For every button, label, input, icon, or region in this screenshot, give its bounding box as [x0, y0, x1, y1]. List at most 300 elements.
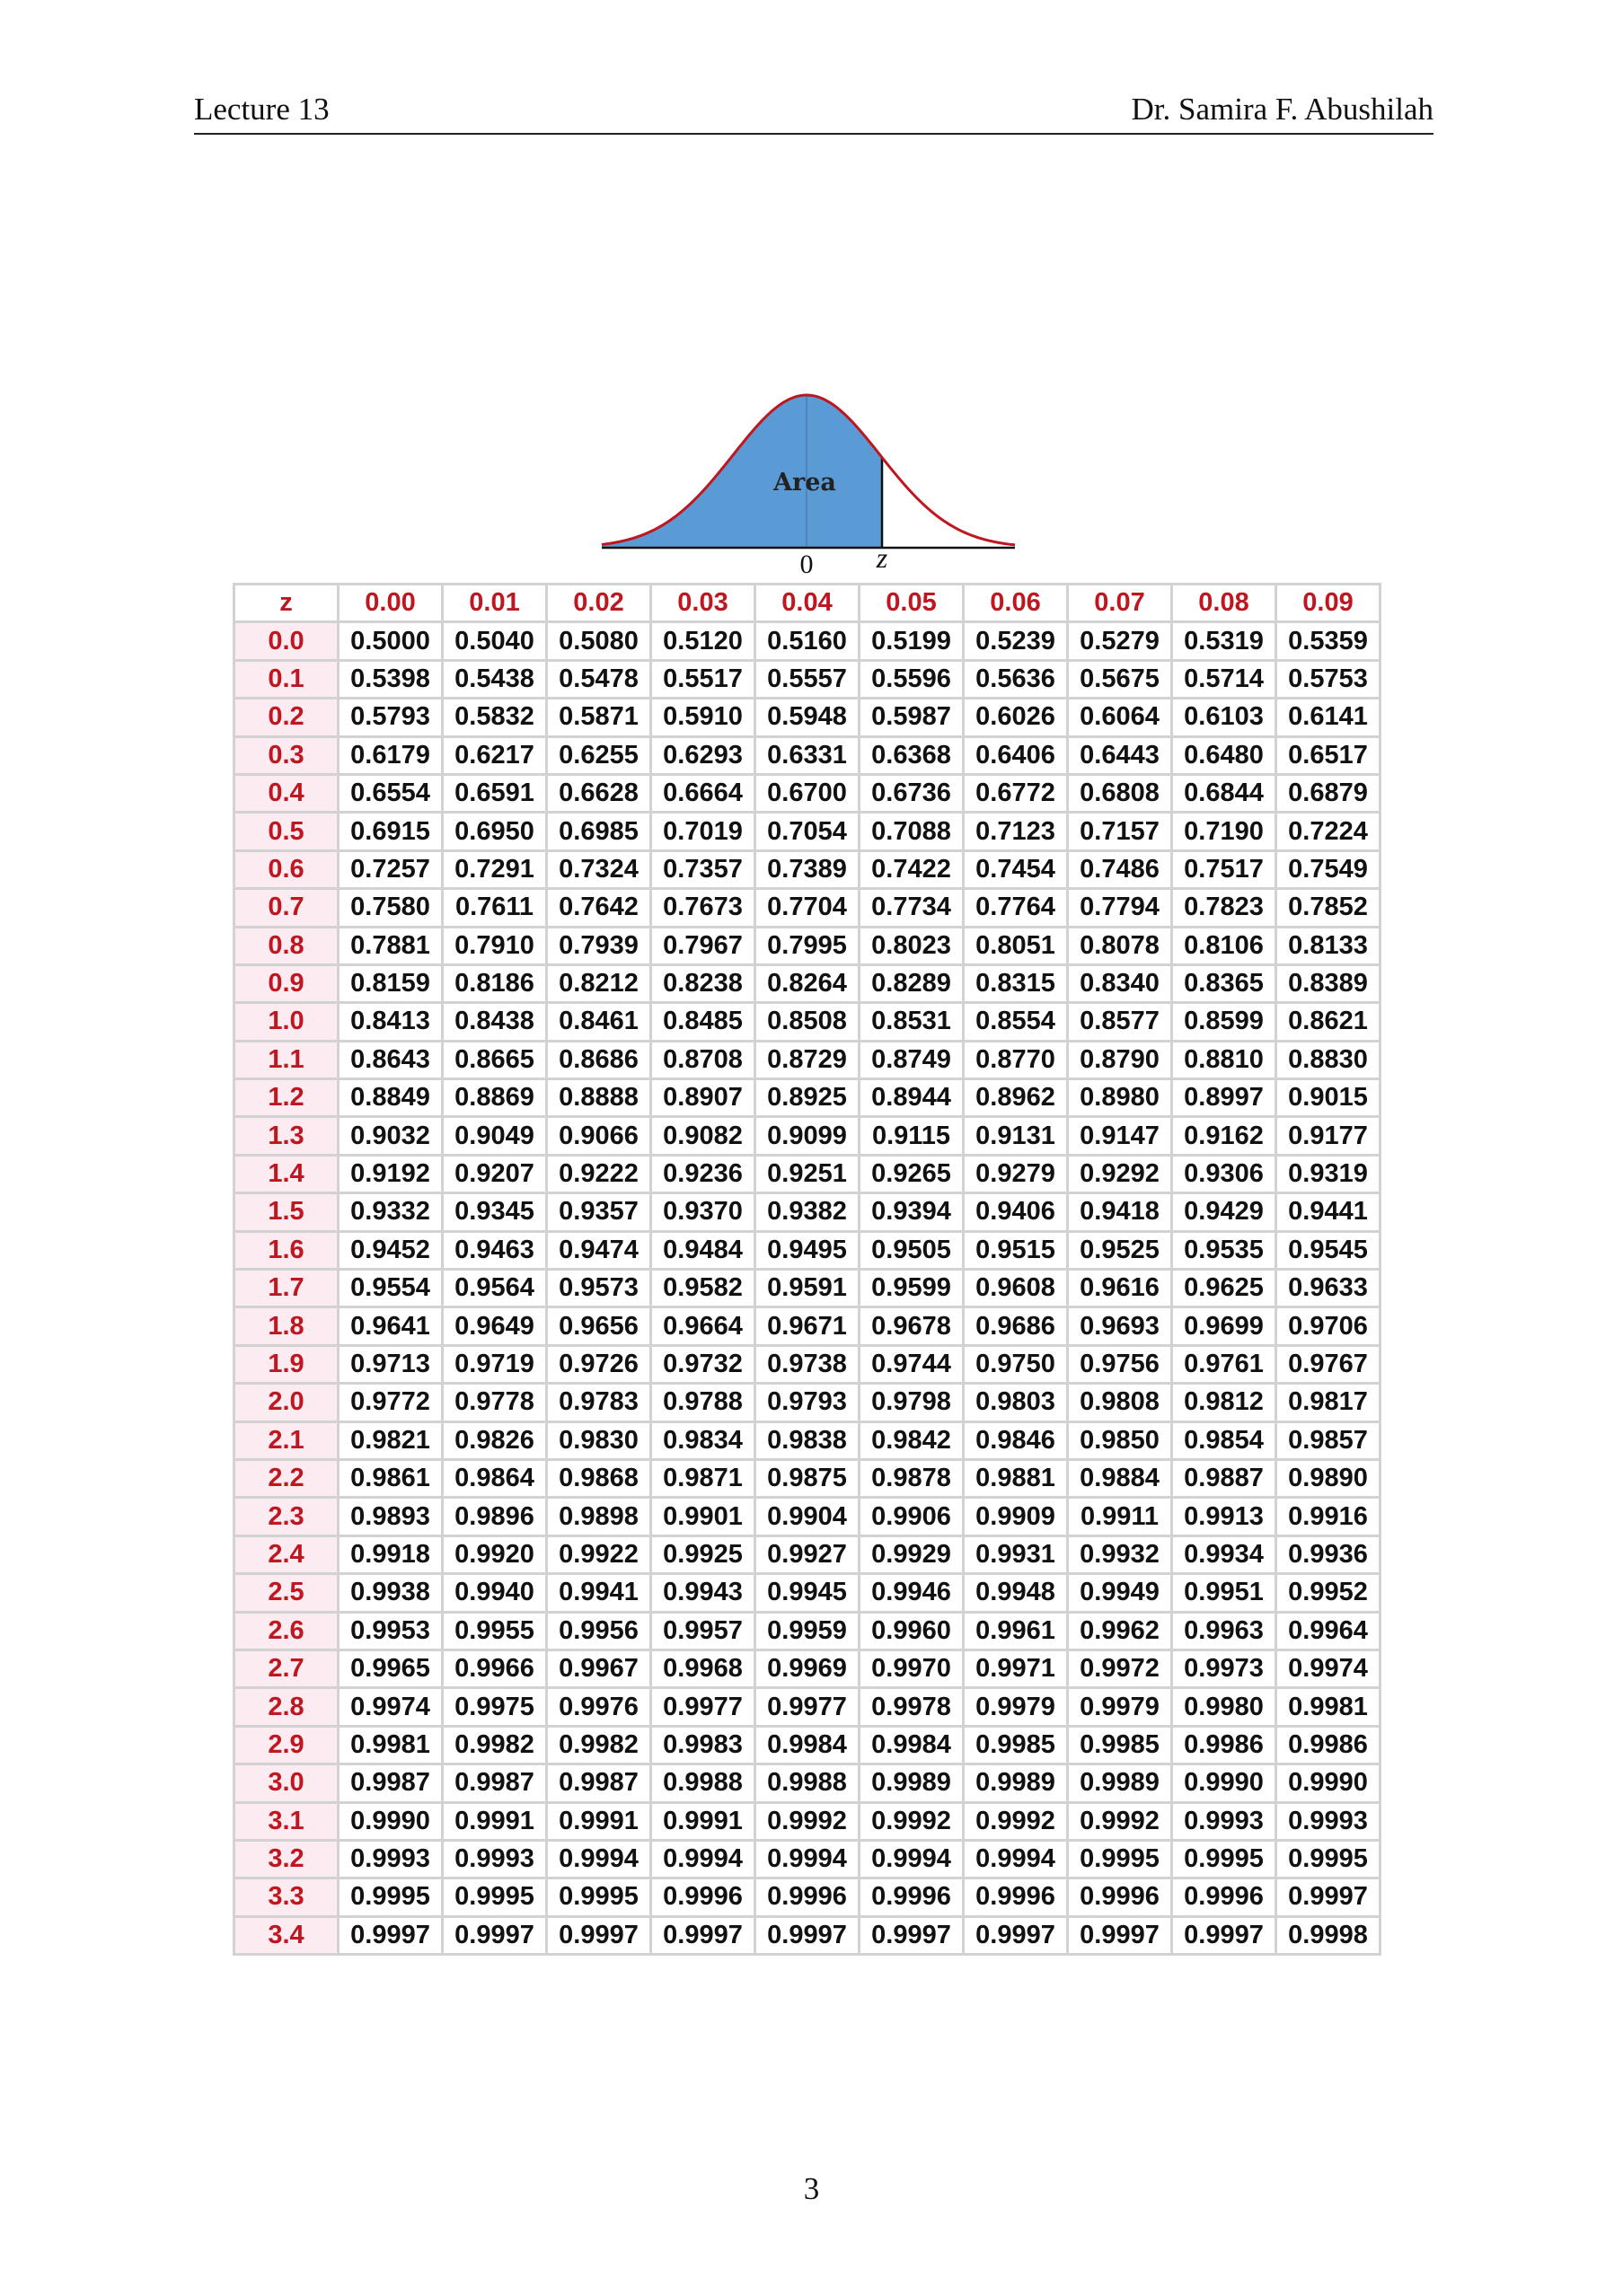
table-cell: 0.5636 — [964, 660, 1068, 698]
table-row — [234, 1612, 1380, 1649]
table-cell: 0.8365 — [1172, 964, 1276, 1002]
table-cell: 0.9319 — [1276, 1155, 1380, 1192]
table-cell: 0.9996 — [1172, 1878, 1276, 1916]
table-row — [234, 1307, 1380, 1345]
table-cell: 0.9726 — [547, 1345, 651, 1383]
row-z-label: 2.7 — [234, 1649, 339, 1687]
table-row — [234, 1421, 1380, 1459]
table-cell: 0.9906 — [860, 1498, 964, 1535]
table-row — [234, 1498, 1380, 1535]
table-cell: 0.7054 — [755, 813, 860, 850]
table-cell: 0.8907 — [651, 1079, 755, 1117]
table-cell: 0.7967 — [651, 927, 755, 964]
column-header: 0.02 — [547, 585, 651, 622]
table-cell: 0.6179 — [339, 736, 443, 774]
table-cell: 0.7486 — [1068, 850, 1172, 888]
table-cell: 0.7517 — [1172, 850, 1276, 888]
table-cell: 0.9945 — [755, 1574, 860, 1612]
table-cell: 0.9920 — [443, 1535, 547, 1573]
table-cell: 0.9974 — [339, 1688, 443, 1726]
table-cell: 0.6255 — [547, 736, 651, 774]
table-cell: 0.8554 — [964, 1003, 1068, 1041]
table-cell: 0.9989 — [1068, 1764, 1172, 1802]
table-cell: 0.9664 — [651, 1307, 755, 1345]
table-cell: 0.9032 — [339, 1117, 443, 1155]
table-cell: 0.9997 — [651, 1916, 755, 1954]
table-cell: 0.8810 — [1172, 1041, 1276, 1078]
table-cell: 0.9996 — [860, 1878, 964, 1916]
table-row — [234, 927, 1380, 964]
table-cell: 0.9911 — [1068, 1498, 1172, 1535]
table-cell: 0.6772 — [964, 774, 1068, 812]
table-cell: 0.9965 — [339, 1649, 443, 1687]
table-cell: 0.9279 — [964, 1155, 1068, 1192]
table-cell: 0.9545 — [1276, 1231, 1380, 1269]
table-row — [234, 1878, 1380, 1916]
table-cell: 0.5080 — [547, 622, 651, 660]
table-cell: 0.9997 — [755, 1916, 860, 1954]
table-cell: 0.9608 — [964, 1270, 1068, 1307]
table-cell: 0.8264 — [755, 964, 860, 1002]
table-cell: 0.9972 — [1068, 1649, 1172, 1687]
table-cell: 0.8729 — [755, 1041, 860, 1078]
table-cell: 0.9207 — [443, 1155, 547, 1192]
table-cell: 0.6064 — [1068, 699, 1172, 736]
table-cell: 0.9463 — [443, 1231, 547, 1269]
table-cell: 0.5199 — [860, 622, 964, 660]
table-cell: 0.6141 — [1276, 699, 1380, 736]
table-cell: 0.9750 — [964, 1345, 1068, 1383]
table-row — [234, 964, 1380, 1002]
table-cell: 0.5675 — [1068, 660, 1172, 698]
row-z-label: 2.8 — [234, 1688, 339, 1726]
table-cell: 0.8413 — [339, 1003, 443, 1041]
table-cell: 0.9952 — [1276, 1574, 1380, 1612]
table-cell: 0.7794 — [1068, 889, 1172, 927]
table-cell: 0.8621 — [1276, 1003, 1380, 1041]
table-cell: 0.5753 — [1276, 660, 1380, 698]
table-cell: 0.9995 — [339, 1878, 443, 1916]
table-cell: 0.9990 — [1276, 1764, 1380, 1802]
table-cell: 0.9997 — [339, 1916, 443, 1954]
table-cell: 0.9988 — [651, 1764, 755, 1802]
table-cell: 0.8770 — [964, 1041, 1068, 1078]
table-cell: 0.9973 — [1172, 1649, 1276, 1687]
table-row — [234, 1535, 1380, 1573]
table-cell: 0.9991 — [443, 1802, 547, 1840]
table-cell: 0.9441 — [1276, 1193, 1380, 1231]
table-cell: 0.9983 — [651, 1726, 755, 1764]
table-row — [234, 1193, 1380, 1231]
row-z-label: 1.4 — [234, 1155, 339, 1192]
table-cell: 0.9962 — [1068, 1612, 1172, 1649]
table-cell: 0.9484 — [651, 1231, 755, 1269]
table-cell: 0.6368 — [860, 736, 964, 774]
row-z-label: 0.2 — [234, 699, 339, 736]
table-cell: 0.7357 — [651, 850, 755, 888]
table-cell: 0.9306 — [1172, 1155, 1276, 1192]
table-cell: 0.7734 — [860, 889, 964, 927]
table-cell: 0.9975 — [443, 1688, 547, 1726]
table-cell: 0.9744 — [860, 1345, 964, 1383]
table-cell: 0.9671 — [755, 1307, 860, 1345]
table-cell: 0.6103 — [1172, 699, 1276, 736]
table-cell: 0.5987 — [860, 699, 964, 736]
table-cell: 0.6591 — [443, 774, 547, 812]
row-z-label: 2.4 — [234, 1535, 339, 1573]
table-cell: 0.9993 — [1172, 1802, 1276, 1840]
table-cell: 0.9997 — [964, 1916, 1068, 1954]
table-cell: 0.9951 — [1172, 1574, 1276, 1612]
table-cell: 0.9857 — [1276, 1421, 1380, 1459]
table-row — [234, 1270, 1380, 1307]
table-cell: 0.9980 — [1172, 1688, 1276, 1726]
table-cell: 0.6985 — [547, 813, 651, 850]
table-cell: 0.8708 — [651, 1041, 755, 1078]
table-cell: 0.9394 — [860, 1193, 964, 1231]
table-cell: 0.8599 — [1172, 1003, 1276, 1041]
table-cell: 0.9495 — [755, 1231, 860, 1269]
table-row — [234, 774, 1380, 812]
table-cell: 0.6700 — [755, 774, 860, 812]
table-cell: 0.9573 — [547, 1270, 651, 1307]
table-cell: 0.9878 — [860, 1459, 964, 1497]
row-z-label: 0.4 — [234, 774, 339, 812]
table-row — [234, 1459, 1380, 1497]
table-cell: 0.9535 — [1172, 1231, 1276, 1269]
table-cell: 0.7823 — [1172, 889, 1276, 927]
table-cell: 0.9979 — [964, 1688, 1068, 1726]
table-cell: 0.9767 — [1276, 1345, 1380, 1383]
table-cell: 0.9984 — [860, 1726, 964, 1764]
table-row — [234, 1916, 1380, 1954]
table-cell: 0.9236 — [651, 1155, 755, 1192]
table-cell: 0.8962 — [964, 1079, 1068, 1117]
table-cell: 0.8212 — [547, 964, 651, 1002]
table-row — [234, 1384, 1380, 1421]
table-cell: 0.7910 — [443, 927, 547, 964]
row-z-label: 0.5 — [234, 813, 339, 850]
table-cell: 0.9997 — [860, 1916, 964, 1954]
table-cell: 0.9998 — [1276, 1916, 1380, 1954]
table-cell: 0.9418 — [1068, 1193, 1172, 1231]
table-cell: 0.9931 — [964, 1535, 1068, 1573]
table-cell: 0.9265 — [860, 1155, 964, 1192]
table-cell: 0.9761 — [1172, 1345, 1276, 1383]
table-cell: 0.9871 — [651, 1459, 755, 1497]
table-cell: 0.7088 — [860, 813, 964, 850]
table-cell: 0.5596 — [860, 660, 964, 698]
table-cell: 0.8389 — [1276, 964, 1380, 1002]
row-z-label: 2.0 — [234, 1384, 339, 1421]
header-row — [234, 585, 1380, 622]
table-cell: 0.9830 — [547, 1421, 651, 1459]
table-cell: 0.9099 — [755, 1117, 860, 1155]
table-row — [234, 1802, 1380, 1840]
table-row — [234, 1155, 1380, 1192]
table-row — [234, 660, 1380, 698]
table-cell: 0.9082 — [651, 1117, 755, 1155]
table-cell: 0.9904 — [755, 1498, 860, 1535]
table-cell: 0.9115 — [860, 1117, 964, 1155]
table-cell: 0.8289 — [860, 964, 964, 1002]
table-row — [234, 1840, 1380, 1878]
table-cell: 0.9732 — [651, 1345, 755, 1383]
table-cell: 0.9997 — [443, 1916, 547, 1954]
table-cell: 0.6736 — [860, 774, 964, 812]
table-cell: 0.9996 — [755, 1878, 860, 1916]
table-cell: 0.9982 — [547, 1726, 651, 1764]
table-cell: 0.9996 — [1068, 1878, 1172, 1916]
table-cell: 0.9957 — [651, 1612, 755, 1649]
table-cell: 0.7704 — [755, 889, 860, 927]
table-cell: 0.9505 — [860, 1231, 964, 1269]
table-cell: 0.6844 — [1172, 774, 1276, 812]
area-label: Area — [773, 469, 836, 497]
row-z-label: 3.4 — [234, 1916, 339, 1954]
table-cell: 0.9913 — [1172, 1498, 1276, 1535]
table-cell: 0.9049 — [443, 1117, 547, 1155]
table-cell: 0.9985 — [964, 1726, 1068, 1764]
table-cell: 0.9995 — [1068, 1840, 1172, 1878]
table-cell: 0.6293 — [651, 736, 755, 774]
row-z-label: 2.6 — [234, 1612, 339, 1649]
z-label: z — [876, 541, 888, 574]
table-cell: 0.7673 — [651, 889, 755, 927]
table-cell: 0.8485 — [651, 1003, 755, 1041]
row-z-label: 0.7 — [234, 889, 339, 927]
table-cell: 0.9896 — [443, 1498, 547, 1535]
table-cell: 0.5793 — [339, 699, 443, 736]
page-number: 3 — [803, 2171, 820, 2206]
table-cell: 0.6026 — [964, 699, 1068, 736]
table-cell: 0.7019 — [651, 813, 755, 850]
table-cell: 0.9995 — [547, 1878, 651, 1916]
table-cell: 0.9793 — [755, 1384, 860, 1421]
table-cell: 0.9625 — [1172, 1270, 1276, 1307]
table-cell: 0.9803 — [964, 1384, 1068, 1421]
row-z-label: 0.6 — [234, 850, 339, 888]
table-cell: 0.5871 — [547, 699, 651, 736]
table-cell: 0.9986 — [1172, 1726, 1276, 1764]
table-cell: 0.9641 — [339, 1307, 443, 1345]
row-z-label: 0.1 — [234, 660, 339, 698]
table-cell: 0.7422 — [860, 850, 964, 888]
table-cell: 0.9881 — [964, 1459, 1068, 1497]
row-z-label: 2.3 — [234, 1498, 339, 1535]
table-cell: 0.9981 — [1276, 1688, 1380, 1726]
table-row — [234, 813, 1380, 850]
table-cell: 0.9678 — [860, 1307, 964, 1345]
table-cell: 0.9834 — [651, 1421, 755, 1459]
row-z-label: 1.7 — [234, 1270, 339, 1307]
table-cell: 0.9997 — [1276, 1878, 1380, 1916]
table-cell: 0.9292 — [1068, 1155, 1172, 1192]
table-cell: 0.9992 — [1068, 1802, 1172, 1840]
row-z-label: 3.0 — [234, 1764, 339, 1802]
column-header: 0.09 — [1276, 585, 1380, 622]
table-cell: 0.9817 — [1276, 1384, 1380, 1421]
table-cell: 0.9982 — [443, 1726, 547, 1764]
table-cell: 0.7580 — [339, 889, 443, 927]
table-cell: 0.7190 — [1172, 813, 1276, 850]
table-cell: 0.5040 — [443, 622, 547, 660]
table-cell: 0.6554 — [339, 774, 443, 812]
table-cell: 0.9332 — [339, 1193, 443, 1231]
table-cell: 0.9994 — [964, 1840, 1068, 1878]
table-cell: 0.9868 — [547, 1459, 651, 1497]
row-z-label: 3.2 — [234, 1840, 339, 1878]
table-cell: 0.5398 — [339, 660, 443, 698]
table-cell: 0.6628 — [547, 774, 651, 812]
table-cell: 0.8438 — [443, 1003, 547, 1041]
author-name: Dr. Samira F. Abushilah — [1131, 92, 1433, 127]
table-cell: 0.8888 — [547, 1079, 651, 1117]
table-cell: 0.9922 — [547, 1535, 651, 1573]
table-cell: 0.7549 — [1276, 850, 1380, 888]
table-cell: 0.9959 — [755, 1612, 860, 1649]
table-cell: 0.7157 — [1068, 813, 1172, 850]
table-cell: 0.9887 — [1172, 1459, 1276, 1497]
table-cell: 0.9991 — [547, 1802, 651, 1840]
shaded-area — [602, 395, 882, 548]
table-cell: 0.9864 — [443, 1459, 547, 1497]
table-cell: 0.9997 — [1068, 1916, 1172, 1954]
table-cell: 0.9772 — [339, 1384, 443, 1421]
table-cell: 0.8925 — [755, 1079, 860, 1117]
table-cell: 0.9192 — [339, 1155, 443, 1192]
table-cell: 0.9699 — [1172, 1307, 1276, 1345]
table-cell: 0.9981 — [339, 1726, 443, 1764]
table-cell: 0.9991 — [651, 1802, 755, 1840]
table-cell: 0.8830 — [1276, 1041, 1380, 1078]
table-cell: 0.9948 — [964, 1574, 1068, 1612]
table-cell: 0.9955 — [443, 1612, 547, 1649]
table-cell: 0.8186 — [443, 964, 547, 1002]
table-cell: 0.9997 — [1172, 1916, 1276, 1954]
table-cell: 0.9474 — [547, 1231, 651, 1269]
table-cell: 0.5160 — [755, 622, 860, 660]
table-cell: 0.8749 — [860, 1041, 964, 1078]
table-cell: 0.5948 — [755, 699, 860, 736]
table-cell: 0.9783 — [547, 1384, 651, 1421]
column-header: 0.01 — [443, 585, 547, 622]
table-cell: 0.9941 — [547, 1574, 651, 1612]
table-cell: 0.9406 — [964, 1193, 1068, 1231]
table-row — [234, 1649, 1380, 1687]
table-cell: 0.9222 — [547, 1155, 651, 1192]
table-cell: 0.9976 — [547, 1688, 651, 1726]
table-cell: 0.9929 — [860, 1535, 964, 1573]
table-cell: 0.9693 — [1068, 1307, 1172, 1345]
table-cell: 0.9995 — [1172, 1840, 1276, 1878]
table-row — [234, 889, 1380, 927]
table-cell: 0.9956 — [547, 1612, 651, 1649]
table-cell: 0.9989 — [860, 1764, 964, 1802]
z-table — [233, 583, 1381, 1956]
table-cell: 0.9995 — [1276, 1840, 1380, 1878]
table-cell: 0.6950 — [443, 813, 547, 850]
table-cell: 0.9808 — [1068, 1384, 1172, 1421]
table-cell: 0.9591 — [755, 1270, 860, 1307]
table-cell: 0.9994 — [651, 1840, 755, 1878]
row-z-label: 1.6 — [234, 1231, 339, 1269]
row-z-label: 1.9 — [234, 1345, 339, 1383]
column-header: 0.07 — [1068, 585, 1172, 622]
table-cell: 0.9901 — [651, 1498, 755, 1535]
table-cell: 0.7291 — [443, 850, 547, 888]
table-cell: 0.6217 — [443, 736, 547, 774]
table-cell: 0.9713 — [339, 1345, 443, 1383]
table-cell: 0.8577 — [1068, 1003, 1172, 1041]
row-z-label: 1.1 — [234, 1041, 339, 1078]
table-cell: 0.5120 — [651, 622, 755, 660]
table-cell: 0.9970 — [860, 1649, 964, 1687]
table-cell: 0.7764 — [964, 889, 1068, 927]
table-cell: 0.5714 — [1172, 660, 1276, 698]
table-cell: 0.9884 — [1068, 1459, 1172, 1497]
table-cell: 0.9946 — [860, 1574, 964, 1612]
table-cell: 0.9706 — [1276, 1307, 1380, 1345]
table-cell: 0.8106 — [1172, 927, 1276, 964]
table-cell: 0.8461 — [547, 1003, 651, 1041]
table-cell: 0.9788 — [651, 1384, 755, 1421]
row-z-label: 2.5 — [234, 1574, 339, 1612]
table-cell: 0.9992 — [964, 1802, 1068, 1840]
normal-curve-figure — [593, 377, 1024, 584]
table-cell: 0.9963 — [1172, 1612, 1276, 1649]
table-cell: 0.9994 — [755, 1840, 860, 1878]
row-z-label: 1.2 — [234, 1079, 339, 1117]
zero-label: 0 — [799, 550, 814, 579]
table-cell: 0.9916 — [1276, 1498, 1380, 1535]
table-cell: 0.7995 — [755, 927, 860, 964]
table-cell: 0.9969 — [755, 1649, 860, 1687]
table-cell: 0.9977 — [651, 1688, 755, 1726]
table-cell: 0.9778 — [443, 1384, 547, 1421]
table-cell: 0.9994 — [860, 1840, 964, 1878]
table-cell: 0.9633 — [1276, 1270, 1380, 1307]
table-row — [234, 1003, 1380, 1041]
table-cell: 0.9162 — [1172, 1117, 1276, 1155]
table-cell: 0.8643 — [339, 1041, 443, 1078]
table-cell: 0.9875 — [755, 1459, 860, 1497]
table-cell: 0.9993 — [443, 1840, 547, 1878]
column-header: 0.06 — [964, 585, 1068, 622]
table-cell: 0.7389 — [755, 850, 860, 888]
table-cell: 0.9953 — [339, 1612, 443, 1649]
table-row — [234, 1688, 1380, 1726]
table-cell: 0.8980 — [1068, 1079, 1172, 1117]
table-cell: 0.6443 — [1068, 736, 1172, 774]
row-z-label: 3.3 — [234, 1878, 339, 1916]
table-cell: 0.9616 — [1068, 1270, 1172, 1307]
table-cell: 0.9979 — [1068, 1688, 1172, 1726]
table-cell: 0.6331 — [755, 736, 860, 774]
table-row — [234, 1231, 1380, 1269]
page-header — [194, 90, 1433, 135]
table-cell: 0.9985 — [1068, 1726, 1172, 1764]
table-cell: 0.9968 — [651, 1649, 755, 1687]
row-z-label: 1.5 — [234, 1193, 339, 1231]
table-row — [234, 1345, 1380, 1383]
table-row — [234, 622, 1380, 660]
table-cell: 0.9987 — [547, 1764, 651, 1802]
table-cell: 0.7257 — [339, 850, 443, 888]
table-cell: 0.7642 — [547, 889, 651, 927]
row-z-label: 1.3 — [234, 1117, 339, 1155]
table-cell: 0.9989 — [964, 1764, 1068, 1802]
